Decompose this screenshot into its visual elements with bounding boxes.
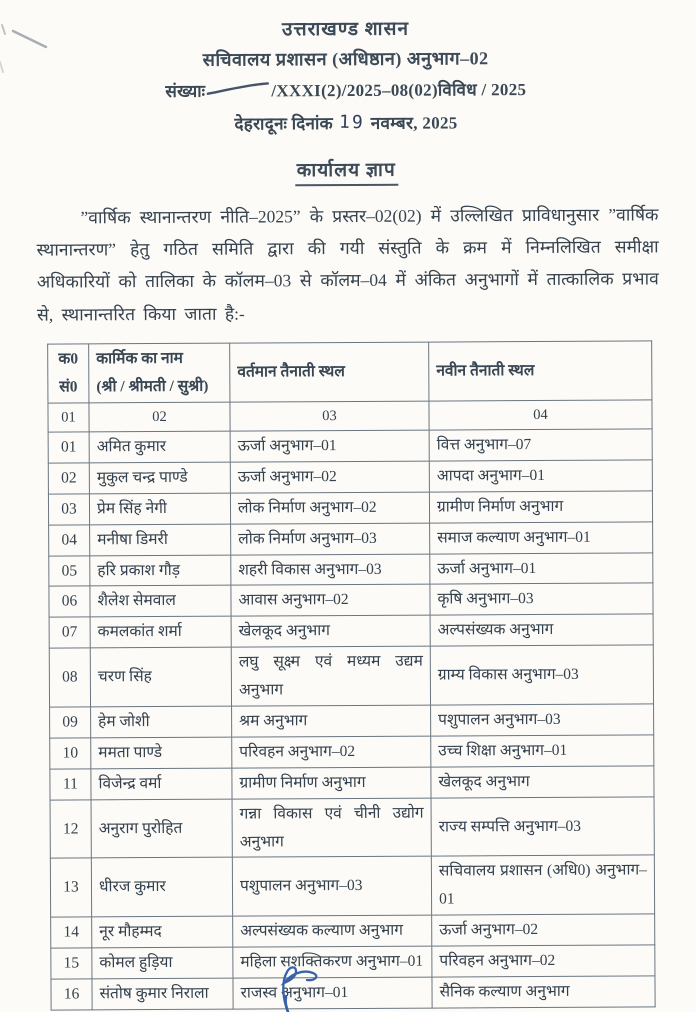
column-number-cell: 04	[429, 400, 652, 430]
table-row	[50, 704, 654, 738]
name-cell: हरि प्रकाश गौड़	[90, 555, 231, 587]
table-row	[51, 976, 655, 1010]
header-name-line1: कार्मिक का नाम	[96, 349, 183, 368]
table-row	[48, 460, 652, 494]
department-line: सचिवालय प्रशासन (अधिष्ठान) अनुभाग–02	[202, 48, 489, 70]
new-posting-cell: कृषि अनुभाग–03	[430, 583, 653, 615]
place-date-prefix: देहरादूनः दिनांक	[234, 113, 334, 134]
new-posting-cell: राज्य सम्पत्ति अनुभाग–03	[431, 797, 654, 857]
name-cell: मनीषा डिमरी	[90, 524, 231, 556]
name-cell: ममता पाण्डे	[91, 737, 232, 769]
table-row	[49, 583, 653, 617]
new-posting-cell: ग्रामीण निर्माण अनुभाग	[429, 491, 652, 523]
current-posting-cell: ऊर्जा अनुभाग–01	[230, 430, 429, 462]
name-cell: चरण सिंह	[90, 647, 231, 707]
government-name: उत्तराखण्ड शासन	[281, 18, 410, 41]
header-new-posting-cell: नवीन तैनाती स्थल	[429, 341, 652, 401]
header-name-line2: (श्री / श्रीमती / सुश्री)	[96, 377, 209, 396]
name-cell: शैलेश सेमवाल	[90, 586, 231, 618]
table-header-row	[48, 341, 652, 403]
name-cell: कोमल हुड़िया	[92, 947, 233, 979]
header-serial-line1: क0	[58, 350, 79, 368]
handwritten-date: 19	[338, 111, 366, 133]
new-posting-cell: खेलकूद अनुभाग	[431, 766, 654, 798]
transfer-table	[47, 340, 655, 1010]
current-posting-cell: शहरी विकास अनुभाग–03	[231, 554, 430, 586]
serial-cell: 09	[50, 707, 91, 738]
current-posting-cell: ग्रामीण निर्माण अनुभाग	[232, 767, 431, 799]
new-posting-cell: ऊर्जा अनुभाग–01	[430, 552, 653, 584]
current-posting-cell: खेलकूद अनुभाग	[231, 615, 430, 647]
serial-cell: 16	[51, 979, 92, 1010]
serial-cell: 15	[51, 948, 92, 979]
name-cell: नूर मौहम्मद	[92, 916, 233, 948]
new-posting-cell: अल्पसंख्यक अनुभाग	[430, 614, 653, 646]
signature-mark	[256, 962, 346, 1012]
new-posting-cell: पशुपालन अनुभाग–03	[431, 704, 654, 736]
name-cell: संतोष कुमार निराला	[92, 978, 233, 1010]
name-cell: विजेन्द्र वर्मा	[91, 768, 232, 800]
current-posting-cell: लोक निर्माण अनुभाग–03	[231, 523, 430, 555]
table-row	[51, 914, 655, 948]
serial-cell: 14	[51, 917, 92, 948]
new-posting-cell: वित्त अनुभाग–07	[429, 429, 652, 461]
current-posting-cell: गन्ना विकास एवं चीनी उद्योग अनुभाग	[232, 798, 431, 858]
header-serial-cell	[48, 344, 89, 403]
table-row	[49, 522, 653, 556]
serial-cell: 01	[48, 432, 89, 463]
ref-label: संख्याः	[165, 81, 206, 101]
name-cell: अमित कुमार	[89, 431, 230, 463]
current-posting-cell: परिवहन अनुभाग–02	[232, 736, 431, 768]
serial-cell: 11	[50, 769, 91, 800]
place-date-line	[0, 109, 694, 136]
current-posting-cell: पशुपालन अनुभाग–03	[232, 857, 431, 917]
new-posting-cell: आपदा अनुभाग–01	[429, 460, 652, 492]
current-posting-cell: लोक निर्माण अनुभाग–02	[230, 492, 429, 524]
column-number-row	[48, 400, 652, 432]
column-number-cell: 02	[89, 402, 230, 432]
serial-cell: 12	[50, 800, 91, 859]
serial-cell: 02	[48, 463, 89, 494]
table-row	[49, 645, 653, 707]
serial-cell: 06	[49, 586, 90, 617]
column-number-cell: 01	[48, 403, 89, 432]
column-number-cell: 03	[230, 401, 429, 431]
serial-cell: 07	[49, 617, 90, 648]
table-row	[49, 614, 653, 648]
new-posting-cell: सचिवालय प्रशासन (अधि0) अनुभाग–01	[431, 855, 654, 915]
current-posting-cell: आवास अनुभाग–02	[231, 584, 430, 616]
current-posting-cell: लघु सूक्ष्म एवं मध्यम उद्यम अनुभाग	[231, 646, 430, 706]
office-memo-title-wrap	[0, 154, 694, 188]
header-current-posting-cell: वर्तमान तैनाती स्थल	[230, 342, 429, 402]
new-posting-cell: सैनिक कल्याण अनुभाग	[432, 976, 655, 1008]
table-row	[49, 552, 653, 586]
table-row	[50, 855, 654, 917]
office-memo-title: कार्यालय ज्ञाप	[295, 155, 398, 186]
table-row	[48, 491, 652, 525]
serial-cell: 10	[50, 738, 91, 769]
place-date-suffix: नवम्बर, 2025	[370, 113, 458, 133]
table-row	[50, 766, 654, 800]
new-posting-cell: ग्राम्य विकास अनुभाग–03	[430, 645, 653, 705]
table-row	[50, 735, 654, 769]
body-paragraph: ”वार्षिक स्थानान्तरण नीति–2025” के प्रस्तर–02(02) में उल्लिखित प्राविधानुसार ”वार्षिक स्थानान्तरण” हेतु गठित समिति द्वारा की गयी संस्तुति के क्रम में निम्नलिखित समीक्षा अधिकारियों को तालिका के कॉलम–03 से कॉलम–04 में अंकित अनुभागों में तात्कालिक प्रभाव से, स्थानान्तरित किया जाता है:-	[36, 203, 659, 325]
name-cell: कमलकांत शर्मा	[90, 616, 231, 648]
name-cell: धीरज कुमार	[91, 858, 232, 918]
handwritten-stroke	[205, 80, 269, 101]
name-cell: प्रेम सिंह नेगी	[89, 493, 230, 525]
serial-cell: 05	[49, 555, 90, 586]
current-posting-cell: ऊर्जा अनुभाग–02	[230, 461, 429, 493]
current-posting-cell: श्रम अनुभाग	[232, 705, 431, 737]
name-cell: हेम जोशी	[91, 706, 232, 738]
serial-cell: 04	[49, 524, 90, 555]
name-cell: अनुराग पुरोहित	[91, 799, 232, 859]
serial-cell: 08	[49, 648, 90, 707]
name-cell: मुकुल चन्द्र पाण्डे	[89, 462, 230, 494]
current-posting-cell: अल्पसंख्यक कल्याण अनुभाग	[233, 915, 432, 947]
serial-cell: 13	[50, 858, 91, 917]
serial-cell: 03	[48, 494, 89, 525]
table-row	[48, 429, 652, 463]
header-serial-line2: सं0	[59, 378, 78, 396]
new-posting-cell: ऊर्जा अनुभाग–02	[432, 914, 655, 946]
current-posting-cell: राजस्व अनुभाग–01	[233, 977, 432, 1009]
header-name-cell	[89, 343, 230, 403]
table-row	[51, 945, 655, 979]
new-posting-cell: समाज कल्याण अनुभाग–01	[430, 522, 653, 554]
new-posting-cell: उच्च शिक्षा अनुभाग–01	[431, 735, 654, 767]
current-posting-cell: महिला सशक्तिकरण अनुभाग–01	[233, 946, 432, 978]
new-posting-cell: परिवहन अनुभाग–02	[432, 945, 655, 977]
table-row	[50, 797, 654, 859]
reference-number-line	[0, 76, 694, 106]
ref-value: /XXXI(2)/2025–08(02)विविध / 2025	[271, 80, 527, 101]
